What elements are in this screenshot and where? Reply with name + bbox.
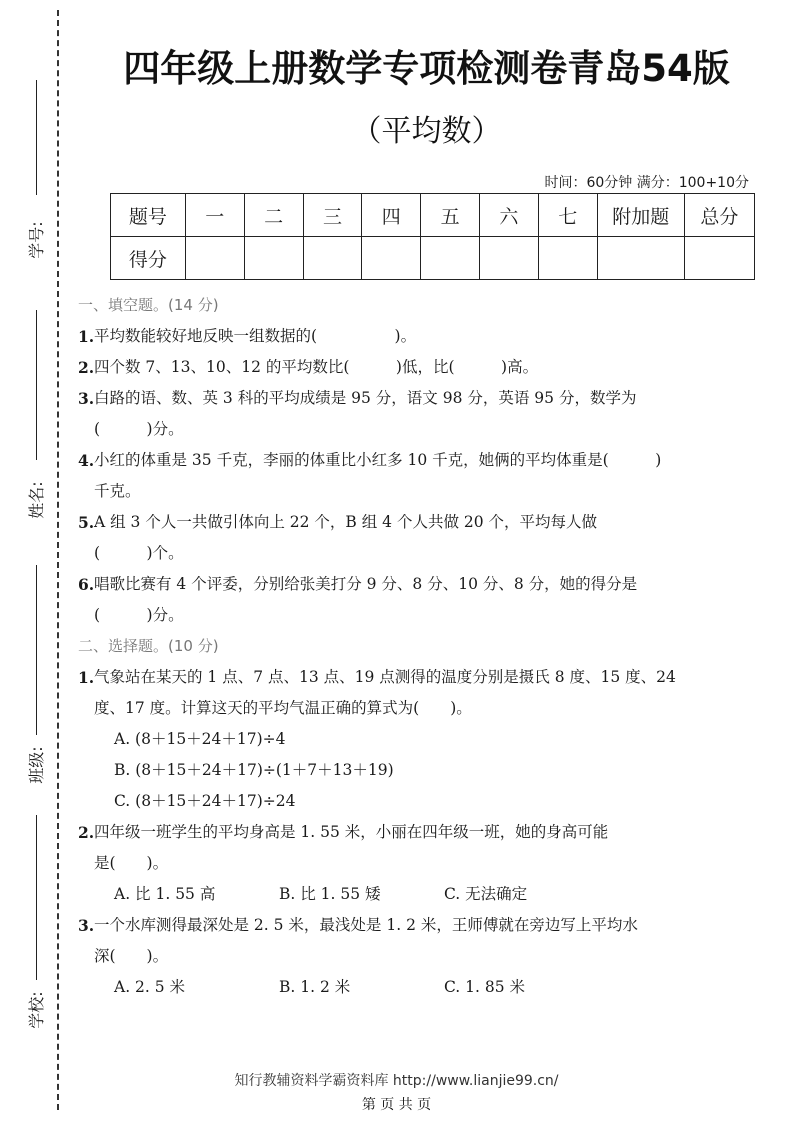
section-title-fill-blank: 一、填空题。(14 分) [78, 296, 219, 314]
option-b: B. 比 1. 55 矮 [279, 885, 381, 903]
score-table [110, 193, 755, 280]
option-b: B. 1. 2 米 [279, 978, 351, 996]
table-header-cell: 四 [362, 194, 421, 237]
table-header-cell: 附加题 [597, 194, 684, 237]
options-row [94, 879, 718, 910]
student-no-field [20, 80, 50, 270]
option-b: B. (8＋15＋24＋17)÷(1＋7＋13＋19) [114, 761, 394, 779]
score-cell[interactable] [684, 237, 754, 280]
question-number: 1. [78, 668, 95, 687]
question-text: 四年级一班学生的平均身高是 1. 55 米，小丽在四年级一班，她的身高可能 [94, 823, 609, 841]
score-cell[interactable] [480, 237, 539, 280]
question-number: 5. [78, 513, 95, 532]
table-header-cell: 题号 [111, 194, 186, 237]
score-cell[interactable] [244, 237, 303, 280]
class-field [20, 565, 50, 785]
option-a: A. 2. 5 米 [114, 978, 186, 996]
question-text: 是( )。 [94, 854, 169, 872]
question-1-2 [78, 352, 718, 383]
question-text: A 组 3 个人一共做引体向上 22 个，B 组 4 个人共做 20 个，平均每人做 [94, 513, 598, 531]
score-table-header-row [111, 194, 755, 237]
question-number: 2. [78, 358, 95, 377]
question-number: 3. [78, 916, 95, 935]
question-text: 气象站在某天的 1 点、7 点、13 点、19 点测得的温度分别是摄氏 8 度、15 度、24 [94, 668, 676, 686]
table-header-cell: 三 [303, 194, 362, 237]
option-a: A. 比 1. 55 高 [114, 885, 216, 903]
score-table-score-row [111, 237, 755, 280]
table-header-cell: 六 [480, 194, 539, 237]
question-1-4 [78, 445, 718, 507]
score-cell[interactable] [421, 237, 480, 280]
binding-dashed-line [57, 10, 59, 1110]
option-a: A. (8＋15＋24＋17)÷4 [114, 730, 286, 748]
exam-content [78, 290, 718, 1003]
score-cell[interactable] [362, 237, 421, 280]
question-text: 小红的体重是 35 千克，李丽的体重比小红多 10 千克，她俩的平均体重是( ) [94, 451, 662, 469]
question-2-1 [78, 662, 718, 817]
question-2-3 [78, 910, 718, 1003]
option-c: C. 无法确定 [444, 885, 528, 903]
time-info: 时间：60分钟 满分：100+10分 [544, 175, 749, 191]
question-text: 平均数能较好地反映一组数据的( )。 [94, 327, 417, 345]
class-label: 班级: [26, 746, 46, 784]
question-text: 度、17 度。计算这天的平均气温正确的算式为( )。 [94, 699, 472, 717]
question-text: 四个数 7、13、10、12 的平均数比( )低，比( )高。 [94, 358, 539, 376]
student-no-label: 学号: [26, 221, 46, 259]
options-row [94, 972, 718, 1003]
school-label: 学校: [26, 991, 46, 1029]
question-1-5 [78, 507, 718, 569]
score-cell[interactable] [303, 237, 362, 280]
option-c: C. (8＋15＋24＋17)÷24 [114, 792, 296, 810]
question-number: 1. [78, 327, 95, 346]
school-field [20, 815, 50, 1035]
table-header-cell: 五 [421, 194, 480, 237]
question-number: 6. [78, 575, 95, 594]
question-text: ( )分。 [94, 606, 184, 624]
footer-page: 第 页 共 页 [361, 1097, 432, 1113]
footer-source: 知行教辅资料学霸资料库 http://www.lianjie99.cn/ [234, 1073, 559, 1089]
table-header-cell: 二 [244, 194, 303, 237]
score-cell[interactable] [597, 237, 684, 280]
table-header-cell: 一 [185, 194, 244, 237]
page-subtitle: （平均数） [351, 114, 502, 149]
score-cell[interactable] [185, 237, 244, 280]
score-cell[interactable] [538, 237, 597, 280]
question-text: 一个水库测得最深处是 2. 5 米，最浅处是 1. 2 米，王师傅就在旁边写上平均水 [94, 916, 638, 934]
table-header-cell: 总分 [684, 194, 754, 237]
question-1-3 [78, 383, 718, 445]
page-title: 四年级上册数学专项检测卷青岛54版 [123, 47, 730, 90]
question-text: ( )个。 [94, 544, 184, 562]
table-header-cell: 七 [538, 194, 597, 237]
question-1-1 [78, 321, 718, 352]
row-label-cell: 得分 [111, 237, 186, 280]
question-text: 千克。 [94, 482, 141, 500]
section-title-choice: 二、选择题。(10 分) [78, 637, 219, 655]
question-number: 3. [78, 389, 95, 408]
name-label: 姓名: [26, 481, 46, 519]
name-field [20, 310, 50, 530]
question-text: ( )分。 [94, 420, 184, 438]
option-c: C. 1. 85 米 [444, 978, 526, 996]
question-2-2 [78, 817, 718, 910]
question-number: 4. [78, 451, 95, 470]
question-number: 2. [78, 823, 95, 842]
question-text: 白路的语、数、英 3 科的平均成绩是 95 分，语文 98 分，英语 95 分，数学为 [94, 389, 637, 407]
question-text: 唱歌比赛有 4 个评委，分别给张美打分 9 分、8 分、10 分、8 分，她的得分是 [94, 575, 638, 593]
question-1-6 [78, 569, 718, 631]
question-text: 深( )。 [94, 947, 169, 965]
